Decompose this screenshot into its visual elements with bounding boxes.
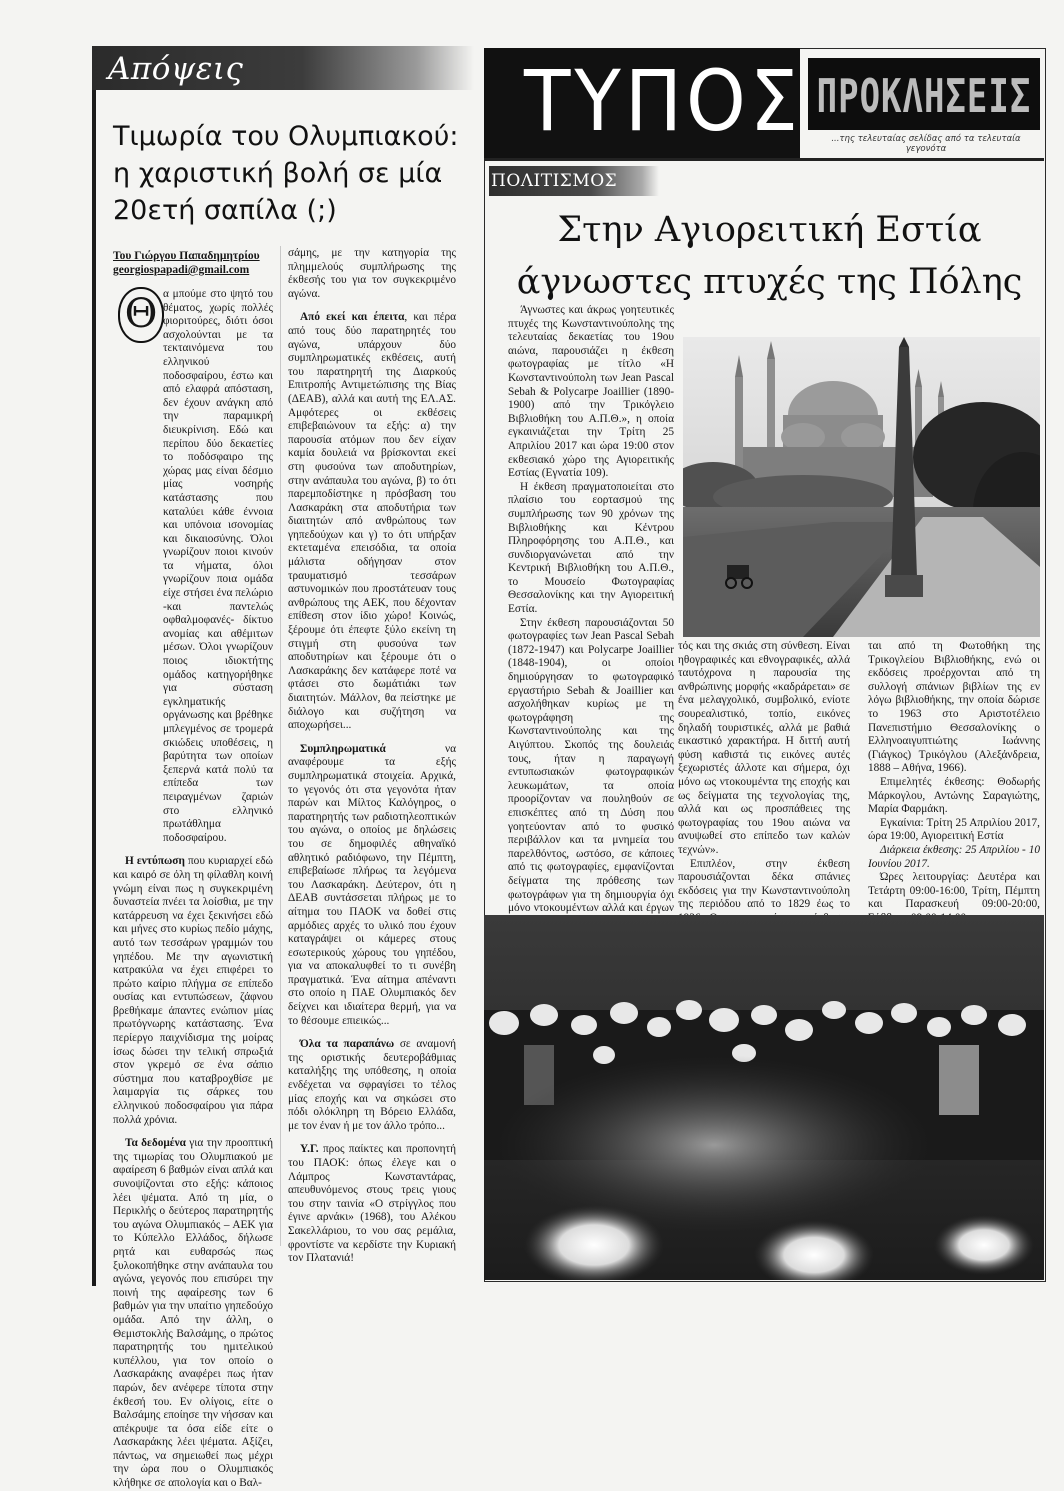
drop-cap: Θ [118, 287, 164, 343]
paragraph [288, 743, 456, 1028]
headline-line: 20ετή σαπίλα (;) [113, 195, 337, 226]
paragraph [288, 311, 456, 732]
paragraph [288, 1038, 456, 1133]
paragraph [508, 481, 674, 617]
section-label: ΠΟΛΙΤΙΣΜΟΣ [491, 171, 618, 191]
paragraph-text: Διάρκεια έκθεσης: 25 Απριλίου - 10 Ιουνίου 2017. [868, 843, 1040, 870]
paragraph-text: Υ.Γ. προς παίκτες και προπονητή του ΠΑΟΚ: όπως έλεγε και ο Λάμπρος Κωνσταντάρας, απευθυνόμενος στους τρεις γιους του στην ταινία «Ο στρίγγλος που έγινε αρνάκι» (1968), του Αλέκου Σακελλάριου, το νου σας ρεμάλια, φροντίστε να κερδίστε την Κυριακή τον Πλατανιά! [288, 1143, 456, 1265]
paragraph [868, 776, 1040, 817]
paragraph-text: Συμπληρωματικά να αναφέρουμε τα εξής συμπληρωματικά στοιχεία. Αρχικά, το γεγονός ότι στα γεγονότα ήταν παρών και Μίλτος Καλόγηρος, ο παρατηρητής των ραδιοτηλεοπτικών του αγώνα, ο οποίος με δηλώσεις του σε δημοφιλές αθηναϊκό αθλητικό ραδιόφωνο, την Πέμπτη, επιβεβαίωσε πλήρως τα λεγόμενα του Λασκαράκη. Δεύτερον, ότι η ΔΕΑΒ συντάσσεται πλήρως με το αίτημα του ΠΑΟΚ να δοθεί στις αρμόδιες αρχές το υλικό που έχουν καταγράψει οι κάμερες στους εσωτερικούς χώρους του γηπέδου, για να αποκαλυφθεί το τι συνέβη πραγματικά. Ένα αίτημα απέναντι στο οποίο η ΠΑΕ Ολυμπιακός δεν δείχνει και ιδιαίτερα θερμή, για να το θέσουμε επιεικώς... [288, 742, 456, 1027]
masthead-proklhseis [808, 58, 1040, 130]
masthead-tagline: ...της τελευταίας σελίδας από τα τελευταία γεγονότα [831, 134, 1021, 154]
masthead-typos [484, 48, 800, 158]
paragraph-text: Εγκαίνια: Τρίτη 25 Απριλίου 2017, ώρα 19:00, Αγιορειτική Εστία [868, 816, 1040, 843]
hagia-sophia-illustration [683, 337, 1040, 637]
paragraph-text: Από εκεί και έπειτα, και πέρα από τους δύο παρατηρητές του αγώνα, υπάρχουν δύο συμπληρωματικές εκθέσεις, αυτή του παρατηρητή της Διαρκούς Επιτροπής Αντιμετώπισης της Βίας (ΔΕΑΒ), αλλά και αυτή της ΕΛ.ΑΣ. Αμφότερες οι εκθέσεις επιβεβαιώνουν τα εξής: α) την παρουσία ατόμων που δεν είχαν καμία δουλειά να βρίσκονται εκεί στη φυσούνα των αποδυτηρίων, στην ανάπαυλα του αγώνα, β) το ότι παρεμποδίστηκε η πρόσβαση του Λασκαράκη στα αποδυτήρια των διαιτητών από ανθρώπους των γηπεδούχων και γ) το ότι υπήρξαν εκτεταμένα επεισόδια, τα οποία μάλιστα οδήγησαν στον τραυματισμό τεσσάρων αστυνομικών που προστάτευαν τους ανθρώπους της ΑΕΚ, που δέχονταν επίθεση στον ίδιο χώρο! Κοινώς, ξέρουμε ότι έπεφτε ξύλο εκείνη τη στιγμή στη φυσούνα των αποδυτηρίων και ξέρουμε ότι ο Λασκαράκης δεν κατάφερε ποτέ να φτάσει στο δωμάτιάκι των διαιτητών. Μάλλον, θα πείστηκε με διάλογο και συζήτηση να αποχωρήσει... [288, 311, 456, 732]
paragraph-text: Τα δεδομένα για την προοπτική της τιμωρίας του Ολυμπιακού με αφαίρεση 6 βαθμών είναι απλά και συνοψίζονται στο εξής: κάποιος λέει ψέματα. Από τη μία, ο Περικλής ο δεύτερος παρατηρητής του αγώνα Ολυμπιακός – ΑΕΚ για το Κύπελλο Ελλάδος, δήλωσε ρητά και ευθαρσώς πως ξυλοκοπήθηκε στην ανάπαυλα του αγώνα, γεγονός που επισύρει την ποινή της αφαίρεσης των 6 βαθμών για την υπαίτιο γηπεδούχο ομάδα. Από την άλλη, ο Θεμιστοκλής Βαλσάμης, ο πρώτος παρατηρητής του ημιτελικού κυπέλλου, για τον οποίο ο Λασκαράκης αναφέρει πως ήταν παρών, δεν ανέφερε τίποτα στην έκθεσή του. Εν ολίγοις, είτε ο Βαλσάμης εποίησε την νήσσαν και απέκρυψε τα όσα είδε είτε ο Λασκαράκης λέει ψέματα. Αξίζει, πάντως, να σημειωθεί πως μέχρι την ώρα που ο Ολυμπιακός κλήθηκε σε απολογία και ο Βαλ- [113, 1137, 273, 1490]
article-column-b [288, 247, 456, 1266]
column-divider [280, 246, 281, 1246]
paragraph [113, 855, 273, 1127]
masthead-title: ΤΥΠΟΣ [524, 52, 802, 150]
paragraph [288, 247, 456, 301]
paragraph-text: Η εντύπωση που κυριαρχεί εδώ και καιρό σε όλη τη φίλαθλη κοινή γνώμη είναι πως η συγκεκριμένη δυναστεία πνέει τα λοίσθια, με την κατάρρευση να έχει ξεκινήσει εδώ και μήνες στο κυρίως πεδίο μάχης, αυτό των τεσσάρων γραμμών του γηπέδου. Με την αγωνιστική κατρακύλα να έχει επιφέρει το πρώτο καίριο πλήγμα σε επίπεδο ουσίας και εντυπώσεων, ζάφνου βρεθήκαμε άπαντες ενώπιον μίας πρωτόγνωρης κατάστασης. Ένα περίεργο παιχνίδισμα της μοίρας ίσως δώσει την τελική σπρωξιά στον γκρεμό σε ένα σάπιο σύστημα που καταβροχθίσε με λαιμαργία τις σάρκες του ελληνικού ποδοσφαίρου για πάρα πολλά χρόνια. [113, 855, 273, 1126]
paragraph-text: α μπούμε στο ψητό του θέματος, χωρίς πολλές φιοριτούρες, διότι όσοι ασχολούνται με τα τεκταινόμενα του ελληνικού ποδοσφαίρου, έστω και από ελαφρά απόσταση, δεν έχουν ανάγκη από την παραμικρή διευκρίνιση. Εδώ και περίπου δύο δεκαετίες το ποδόσφαιρο της χώρας μας είναι δέσμιο μίας νοσηρής κατάστασης που καταλύει κάθε έννοια και υπόνοια ισονομίας και δικαιοσύνης. Όλοι γνωρίζουν ποιοι κινούν τα νήματα, όλοι γνωρίζουν ποια ομάδα είχε στήσει ένα πελώριο -και παντελώς οφθαλμοφανές- δίκτυο ανομίας και αθέμιτων μέσων. Όλοι γνωρίζουν ποιος ιδιοκτήτης ομάδος κατηγορήθηκε για σύσταση εγκληματικής οργάνωσης και βρέθηκε μπλεγμένος σε τρομερά σκιώδεις υποθέσεις, η βαρύτητα των οποίων ξεπερνά κατά πολύ τα επίπεδα των πειραγμένων ζαριών στο ελληνικό πρωτάθλημα ποδοσφαίρου. [163, 288, 273, 844]
byline-author: Του Γιώργου Παπαδημητρίου [113, 250, 260, 262]
paragraph-text: Όλα τα παραπάνω σε αναμονή της οριστικής δευτεροβάθμιας καταλήξης της υπόθεσης, η οποία ενδέχεται να σφραγίσει το τέλος μίας εποχής και να σηκώσει στο πόδι ολόκληρη τη Βόρειο Ελλάδα, με τον έναν ή με τον άλλο τρόπο... [288, 1038, 456, 1132]
column-rule [92, 46, 96, 1286]
paragraph [508, 304, 674, 481]
byline-email: georgiospapadi@gmail.com [113, 264, 250, 276]
paragraph-text: Η έκθεση πραγματοποιείται στο πλαίσιο του εορτασμού της συμπλήρωσης των 90 χρόνων της Βιβλιοθήκης και Κέντρου Πληροφόρησης του Α.Π.Θ., και συνδιοργανώνεται από την Κεντρική Βιβλιοθήκη του Α.Π.Θ., το Μουσείο Φωτογραφίας Θεσσαλονίκης και την Αγιορειτική Εστία. [508, 480, 674, 616]
paragraph-text: σάμης, με την κατηγορία της πλημμελούς συμπλήρωσης της έκθεσής του για τον συγκεκριμένο αγώνα. [288, 247, 456, 300]
paragraph-text: Επιπλέον, στην έκθεση παρουσιάζονται δέκα σπάνιες εκδόσεις για την Κωνσταντινούπολη της περιόδου από το 1829 έως το [678, 857, 850, 911]
headline-line: η χαριστική βολή σε μία [113, 158, 443, 189]
paragraph-text: Άγνωστες και άκρως γοητευτικές πτυχές της Κωνσταντινούπολης της τελευταίας δεκαετίας του 19ου αιώνα, παρουσιάζει η έκθεση φωτογραφίας με τίτλο «Η Κωνσταντινούπολη των Jean Pascal Sebah & Polycarpe Joaillier (1890-1900) από την Τρικόγλειο Βιβλιοθήκη του Α.Π.Θ.», η οποία εγκαινιάζεται την Τρίτη 25 Απριλίου 2017 και ώρα 19:00 στον εκθεσιακό χώρο της Αγιορειτικής Εστίας (Εγνατία 109). [508, 304, 674, 480]
paragraph [868, 817, 1040, 844]
paragraph-text: Στην έκθεση παρουσιάζονται 50 φωτογραφίες των Jean Pascal Sebah (1872-1947) και Polycarpe Joaillier (1848-1904), οι οποίοι δημιούργησαν το φωτογραφικό εργαστήριο Sebah & Joaillier και ασχολήθηκαν κυρίως με τη φωτογράφηση της Κωνσταντινούπολης και της Αιγύπτου. Σκοπός της δουλειάς τους, ήταν η παραγωγή εντυπωσιακών φωτογραφικών λευκωμάτων, τα οποία προορίζονταν να πουληθούν σε επισκέπτες από τη Δύση που γοητεύονταν από το φυσικό περιβάλλον και τα μνημεία του παρελθόντος, ωστόσο, σε κάποιες από τις φωτογραφίες, εμφανίζονται δείγματα της πρόθεσης των φωτογράφων για τη δημιουργία όχι μόνο ντοκουμέντων αλλά και έργων [508, 616, 674, 915]
headline-line: Τιμωρία του Ολυμπιακού: [113, 121, 459, 152]
section-label: Απόψεις [108, 51, 244, 87]
riot-police-photo [484, 915, 1044, 1280]
masthead-subtitle: ΠΡΟΚΛΗΣΕΙΣ [816, 70, 1032, 124]
article-column-a [113, 288, 273, 1491]
paragraph [113, 1137, 273, 1490]
section-banner-apopseis [92, 46, 474, 90]
riot-police-illustration [484, 915, 1044, 1280]
byline [113, 249, 260, 277]
paragraph-text: Ώρες λειτουργίας: Δευτέρα και Τετάρτη 09:00-16:00, Τρίτη, Πέμπτη και Παρασκευή 09:00-20:00, [868, 871, 1040, 911]
article-headline-agioreitiki [502, 204, 1037, 308]
paragraph [288, 1143, 456, 1265]
paragraph [868, 640, 1040, 776]
paragraph [868, 844, 1040, 871]
paragraph-text: Επιμελητές έκθεσης: Θοδωρής Μάρκογλου, Αντώνης Σαραγιώτης, Μαρία Φαρμάκη. [868, 775, 1040, 816]
headline-line: άγνωστες πτυχές της Πόλης [516, 262, 1023, 302]
paragraph-text: τός και της σκιάς στη σύνθεση. Είναι ηθογραφικές και εθνογραφικές, αλλά ταυτόχρονα η παρουσία της ανθρώπινης μορφής «καδράρεται» σε ένα μελαγχολικό, συμβολικό, ενίοτε σουρεαλιστικό, τοπίο, εικόνες δηλαδή τουριστικές, αλλά με βαθιά εικαστικό χαρακτήρα. Η διττή αυτή φύση καθιστά τις εικόνες αυτές ξεχωριστές άλλοτε και σήμερα, όχι μόνο ως ντοκουμέντα της εποχής και ως δείγματα της τεχνολογίας της, αλλά και ως προσπάθειες της φωτογραφίας του 19ου αιώνα να ανυψωθεί στο επίπεδο των καλών τεχνών». [678, 640, 850, 856]
article-column-d [678, 640, 850, 939]
article-column-e [868, 640, 1040, 925]
paragraph-text: ται από τη Φωτοθήκη της Τρικογλείου Βιβλιοθήκης, ενώ οι εκδόσεις προέρχονται από τη συλλογή σπάνιων βιβλίων της εν λόγω βιβλιοθήκης, την οποία δώρισε το 1963 στο Αριστοτέλειο Πανεπιστήμιο Θεσσαλονίκης ο Ελληνοαιγυπτιώτης Ιωάννης (Γιάγκος) Τρικόγλου (Αλεξάνδρεια, 1888 – Αθήνα, 1966). [868, 640, 1040, 775]
article-column-c [508, 304, 674, 1011]
hagia-sophia-photo [683, 337, 1040, 637]
section-banner-politismos [489, 166, 659, 196]
headline-line: Στην Αγιορειτική Εστία [557, 210, 982, 250]
paragraph [508, 617, 674, 930]
article-headline-olympiakos [113, 118, 473, 229]
paragraph [678, 640, 850, 858]
masthead-rule [484, 158, 1044, 161]
paragraph [113, 288, 273, 845]
